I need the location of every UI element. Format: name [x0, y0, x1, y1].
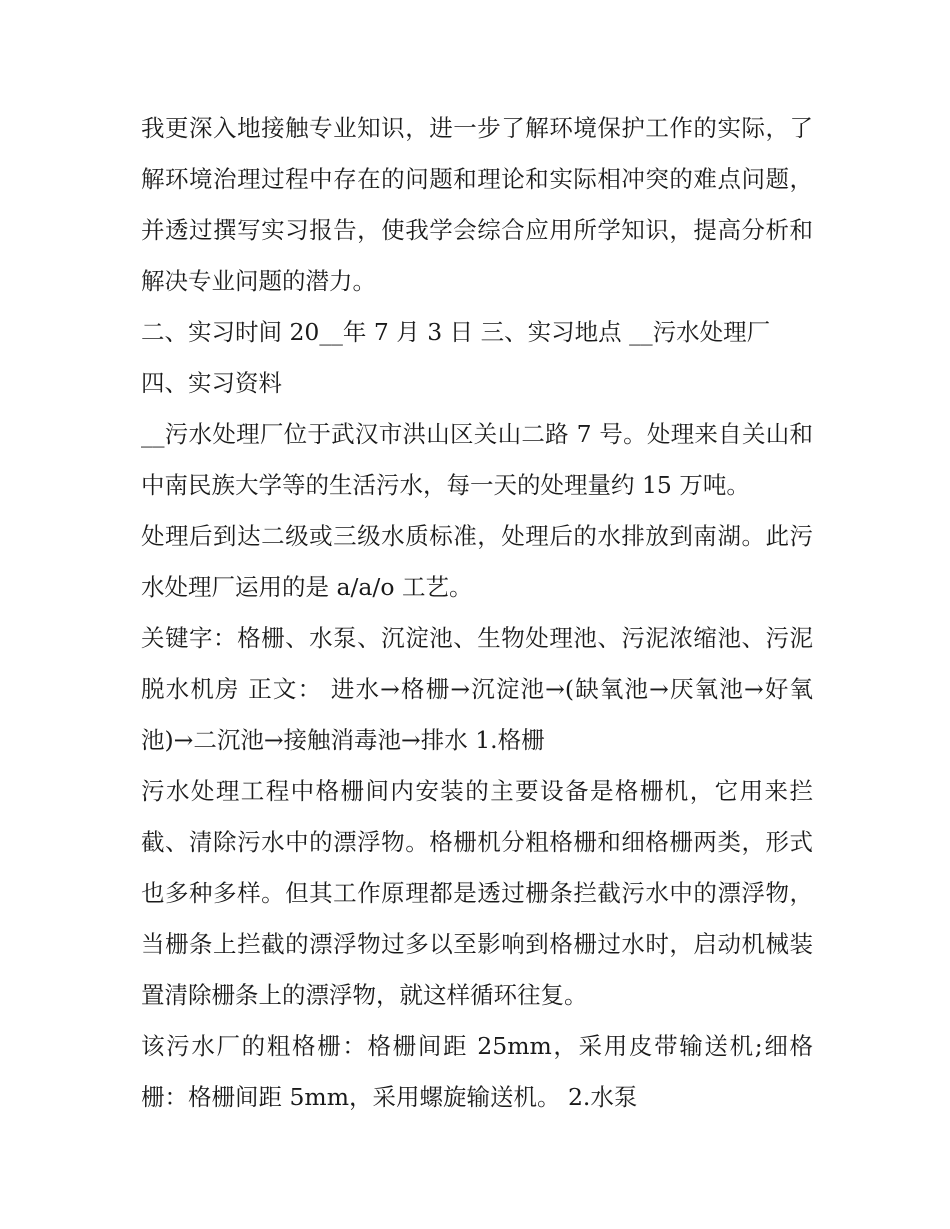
paragraph-grille-description: 污水处理工程中格栅间内安装的主要设备是格栅机，它用来拦截、清除污水中的漂浮物。格栅机分粗格栅和细格栅两类，形式也多种多样。但其工作原理都是透过栅条拦截污水中的漂浮物，当栅条上拦截的漂浮物过多以至影响到格栅过水时，启动机械装置清除栅条上的漂浮物，就这样循环往复。 [141, 777, 813, 1009]
section-heading-materials: 四、实习资料 [141, 369, 282, 397]
paragraph-purpose: 我更深入地接触专业知识，进一步了解环境保护工作的实际，了解环境治理过程中存在的问题和理论和实际相冲突的难点问题，并透过撰写实习报告，使我学会综合应用所学知识，提高分析和解决专业问题的潜力。 [141, 114, 813, 295]
document-body [141, 103, 813, 1123]
paragraph-water-standard: 处理后到达二级或三级水质标准，处理后的水排放到南湖。此污水处理厂运用的是 a/a/o 工艺。 [141, 522, 813, 601]
paragraph-time-location: 二、实习时间 20__年 7 月 3 日 三、实习地点 __污水处理厂 [141, 318, 771, 346]
paragraph-plant-location: __污水处理厂位于武汉市洪山区关山二路 7 号。处理来自关山和中南民族大学等的生活污水，每一天的处理量约 15 万吨。 [141, 420, 813, 499]
paragraph-keywords-process: 关键字：格栅、水泵、沉淀池、生物处理池、污泥浓缩池、污泥脱水机房 正文： 进水→格栅→沉淀池→(缺氧池→厌氧池→好氧池)→二沉池→接触消毒池→排水 1.格栅 [141, 624, 813, 754]
paragraph-grille-specs: 该污水厂的粗格栅：格栅间距 25mm，采用皮带输送机;细格栅：格栅间距 5mm，采用螺旋输送机。 2.水泵 [141, 1032, 813, 1111]
